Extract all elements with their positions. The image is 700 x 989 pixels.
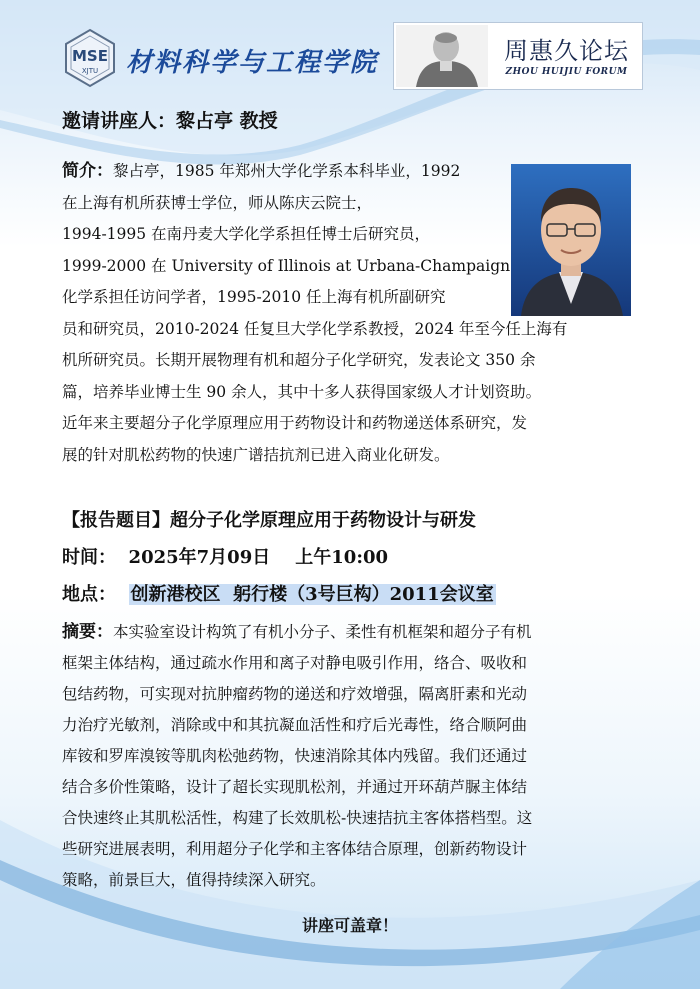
time-value: 2025年7月09日 上午10:00	[128, 547, 389, 568]
abstract-line: 结合多价性策略，设计了超长实现肌松剂，并通过开环葫芦脲主体结	[62, 778, 528, 796]
abstract-line: 包结药物，可实现对抗肿瘤药物的递送和疗效增强，隔离肝素和光动	[62, 685, 528, 703]
forum-badge	[393, 22, 643, 90]
speaker-heading	[62, 106, 278, 133]
svg-text:MSE: MSE	[72, 47, 108, 65]
report-time	[62, 539, 652, 576]
speaker-name: 黎占亭 教授	[176, 110, 278, 132]
intro-line: 展的针对肌松药物的快速广谱拮抗剂已进入商业化研发。	[62, 445, 450, 464]
intro-line: 近年来主要超分子化学原理应用于药物设计和药物递送体系研究，发	[62, 414, 528, 432]
abstract-line: 力治疗光敏剂，消除或中和其抗凝血活性和疗后光毒性，络合顺阿曲	[62, 716, 528, 734]
abstract-label: 摘要：	[62, 622, 113, 642]
abstract-line: 策略，前景巨大，值得持续深入研究。	[62, 871, 326, 889]
topic-label: 【报告题目】	[62, 510, 170, 531]
intro-line: 简介：黎占亭，1985 年郑州大学化学系本科毕业，1992	[62, 161, 461, 181]
forum-portrait-image	[396, 25, 488, 87]
place-value: 创新港校区 躬行楼（3号巨构）2011会议室	[130, 584, 494, 605]
header	[60, 22, 642, 92]
time-label: 时间：	[62, 547, 116, 568]
speaker-label: 邀请讲座人：	[62, 110, 177, 132]
intro-line: 化学系担任访问学者，1995-2010 任上海有机所副研究	[62, 288, 446, 306]
school-logo	[60, 28, 120, 88]
forum-title: 周惠久论坛	[504, 37, 629, 65]
abstract-line: 框架主体结构，通过疏水作用和离子对静电吸引作用，络合、吸收和	[62, 654, 528, 672]
intro-line: 1999-2000 在 University of Illinois at Urbana-Champaign	[62, 256, 511, 275]
intro-line: 员和研究员，2010-2024 任复旦大学化学系教授，2024 年至今任上海有	[62, 319, 568, 338]
abstract-line: 合快速终止其肌松活性，构建了长效肌松-快速拮抗主客体搭档型。这	[62, 809, 533, 827]
intro-line: 篇，培养毕业博士生 90 余人，其中十多人获得国家级人才计划资助。	[62, 382, 542, 401]
topic-value: 超分子化学原理应用于药物设计与研发	[170, 510, 476, 531]
intro-line: 在上海有机所获博士学位，师从陈庆云院士，	[62, 193, 373, 212]
event-info	[62, 502, 652, 613]
intro-label: 简介：	[62, 161, 113, 181]
intro-section	[62, 156, 639, 471]
stamp-note: 讲座可盖章！	[301, 916, 398, 935]
place-label: 地点：	[62, 584, 116, 605]
intro-line: 1994-1995 在南丹麦大学化学系担任博士后研究员，	[62, 225, 431, 243]
report-topic	[62, 502, 652, 539]
svg-text:XJTU: XJTU	[81, 67, 99, 75]
abstract-section	[62, 617, 642, 896]
abstract-line: 摘要：本实验室设计构筑了有机小分子、柔性有机框架和超分子有机	[62, 622, 532, 642]
school-name: 材料科学与工程学院	[126, 48, 379, 78]
report-place	[62, 576, 652, 613]
intro-line: 机所研究员。长期开展物理有机和超分子化学研究，发表论文 350 余	[62, 351, 536, 369]
abstract-line: 些研究进展表明，利用超分子化学和主客体结合原理，创新药物设计	[62, 840, 528, 858]
abstract-line: 库铵和罗库溴铵等肌肉松弛药物，快速消除其体内残留。我们还通过	[62, 747, 528, 765]
forum-subtitle: ZHOU HUIJIU FORUM	[505, 67, 628, 77]
